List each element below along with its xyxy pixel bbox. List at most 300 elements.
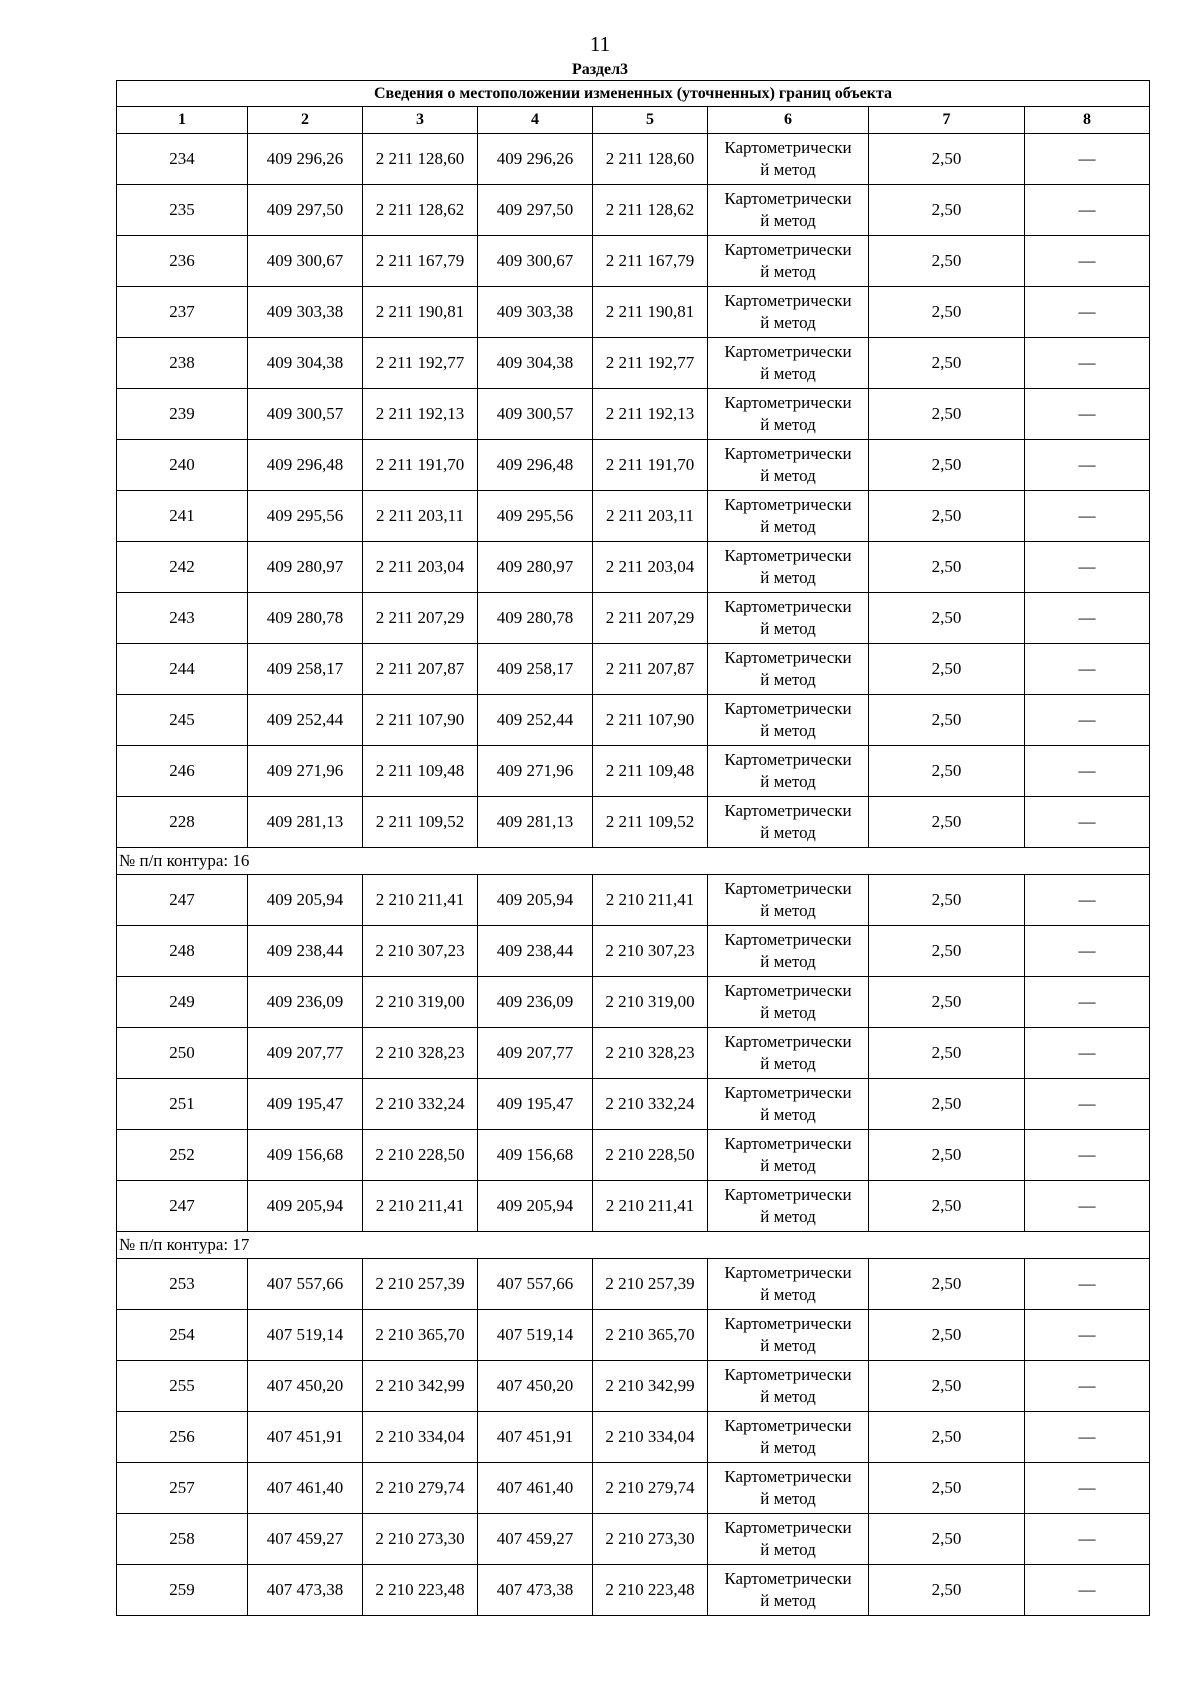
y-coordinate-new: 2 211 203,04 [593,542,708,593]
x-coordinate-new: 409 271,96 [478,746,593,797]
y-coordinate-new: 2 211 192,77 [593,338,708,389]
y-coordinate: 2 210 228,50 [363,1130,478,1181]
x-coordinate-new: 409 300,57 [478,389,593,440]
y-coordinate-new: 2 211 190,81 [593,287,708,338]
table-row [117,1259,1150,1310]
y-coordinate-new: 2 210 332,24 [593,1079,708,1130]
column-number: 8 [1025,107,1150,134]
method-text: й метод [760,415,816,434]
method-cell [708,1361,869,1412]
x-coordinate-new: 409 297,50 [478,185,593,236]
method-text: й метод [760,1156,816,1175]
point-number: 258 [117,1514,248,1565]
y-coordinate-new: 2 210 273,30 [593,1514,708,1565]
method-text: Картометрически [724,495,852,514]
x-coordinate-new: 407 459,27 [478,1514,593,1565]
point-number: 228 [117,797,248,848]
description: — [1025,1130,1150,1181]
y-coordinate-new: 2 211 107,90 [593,695,708,746]
y-coordinate: 2 211 109,52 [363,797,478,848]
accuracy: 2,50 [869,875,1025,926]
column-number: 4 [478,107,593,134]
y-coordinate-new: 2 211 128,60 [593,134,708,185]
point-number: 257 [117,1463,248,1514]
method-cell [708,491,869,542]
method-cell [708,1259,869,1310]
x-coordinate: 409 300,57 [248,389,363,440]
x-coordinate-new: 409 238,44 [478,926,593,977]
method-cell [708,977,869,1028]
x-coordinate-new: 407 473,38 [478,1565,593,1616]
description: — [1025,1181,1150,1232]
table-row [117,926,1150,977]
accuracy: 2,50 [869,797,1025,848]
method-cell [708,593,869,644]
x-coordinate-new: 409 156,68 [478,1130,593,1181]
table-row [117,185,1150,236]
x-coordinate-new: 409 280,97 [478,542,593,593]
point-number: 247 [117,875,248,926]
accuracy: 2,50 [869,134,1025,185]
description: — [1025,593,1150,644]
y-coordinate: 2 210 307,23 [363,926,478,977]
y-coordinate: 2 211 203,11 [363,491,478,542]
method-text: Картометрически [724,1314,852,1333]
accuracy: 2,50 [869,1028,1025,1079]
point-number: 237 [117,287,248,338]
column-number: 5 [593,107,708,134]
y-coordinate-new: 2 211 167,79 [593,236,708,287]
x-coordinate: 409 303,38 [248,287,363,338]
method-cell [708,926,869,977]
method-text: Картометрически [724,546,852,565]
y-coordinate-new: 2 210 365,70 [593,1310,708,1361]
method-text: Картометрически [724,1467,852,1486]
point-number: 259 [117,1565,248,1616]
y-coordinate: 2 210 328,23 [363,1028,478,1079]
method-text: й метод [760,1054,816,1073]
description: — [1025,875,1150,926]
description: — [1025,1463,1150,1514]
description: — [1025,695,1150,746]
method-text: Картометрически [724,342,852,361]
method-cell [708,1412,869,1463]
method-cell [708,389,869,440]
x-coordinate: 409 205,94 [248,875,363,926]
y-coordinate-new: 2 210 228,50 [593,1130,708,1181]
table-row [117,1028,1150,1079]
y-coordinate-new: 2 211 128,62 [593,185,708,236]
table-row [117,1463,1150,1514]
x-coordinate: 409 296,48 [248,440,363,491]
description: — [1025,236,1150,287]
method-text: Картометрически [724,879,852,898]
y-coordinate: 2 210 273,30 [363,1514,478,1565]
method-cell [708,1181,869,1232]
description: — [1025,1028,1150,1079]
method-text: Картометрически [724,291,852,310]
accuracy: 2,50 [869,287,1025,338]
point-number: 243 [117,593,248,644]
column-number: 7 [869,107,1025,134]
x-coordinate-new: 407 557,66 [478,1259,593,1310]
accuracy: 2,50 [869,926,1025,977]
accuracy: 2,50 [869,977,1025,1028]
table-row [117,1412,1150,1463]
table-row [117,491,1150,542]
y-coordinate: 2 211 190,81 [363,287,478,338]
x-coordinate-new: 409 295,56 [478,491,593,542]
description: — [1025,1310,1150,1361]
point-number: 245 [117,695,248,746]
description: — [1025,1079,1150,1130]
x-coordinate: 409 258,17 [248,644,363,695]
x-coordinate-new: 407 519,14 [478,1310,593,1361]
method-cell [708,338,869,389]
x-coordinate: 407 473,38 [248,1565,363,1616]
method-cell [708,185,869,236]
accuracy: 2,50 [869,389,1025,440]
y-coordinate: 2 211 167,79 [363,236,478,287]
method-text: й метод [760,1003,816,1022]
x-coordinate-new: 407 450,20 [478,1361,593,1412]
contour-label: № п/п контура: 17 [117,1232,1150,1259]
x-coordinate-new: 409 300,67 [478,236,593,287]
method-text: й метод [760,772,816,791]
description: — [1025,185,1150,236]
table-row [117,1310,1150,1361]
contour-label: № п/п контура: 16 [117,848,1150,875]
table-row [117,134,1150,185]
point-number: 250 [117,1028,248,1079]
method-cell [708,134,869,185]
method-text: й метод [760,211,816,230]
method-text: й метод [760,619,816,638]
method-text: й метод [760,1438,816,1457]
method-text: й метод [760,823,816,842]
method-cell [708,287,869,338]
point-number: 236 [117,236,248,287]
y-coordinate: 2 210 211,41 [363,1181,478,1232]
method-text: Картометрически [724,1365,852,1384]
method-text: Картометрически [724,981,852,1000]
method-cell [708,1028,869,1079]
method-text: Картометрически [724,138,852,157]
x-coordinate: 409 297,50 [248,185,363,236]
description: — [1025,746,1150,797]
method-text: Картометрически [724,597,852,616]
method-text: Картометрически [724,750,852,769]
x-coordinate: 407 459,27 [248,1514,363,1565]
method-text: й метод [760,1489,816,1508]
point-number: 241 [117,491,248,542]
x-coordinate-new: 409 280,78 [478,593,593,644]
method-text: Картометрически [724,1416,852,1435]
method-text: й метод [760,1105,816,1124]
table-row [117,287,1150,338]
table-row [117,236,1150,287]
method-text: й метод [760,901,816,920]
x-coordinate-new: 409 281,13 [478,797,593,848]
method-cell [708,797,869,848]
x-coordinate-new: 409 296,26 [478,134,593,185]
x-coordinate: 409 296,26 [248,134,363,185]
y-coordinate: 2 210 319,00 [363,977,478,1028]
method-cell [708,1565,869,1616]
description: — [1025,338,1150,389]
description: — [1025,1361,1150,1412]
contour-header-row [117,848,1150,875]
y-coordinate-new: 2 211 191,70 [593,440,708,491]
y-coordinate-new: 2 210 307,23 [593,926,708,977]
page-number: 11 [589,32,611,56]
column-number: 3 [363,107,478,134]
point-number: 240 [117,440,248,491]
method-text: й метод [760,1207,816,1226]
y-coordinate: 2 211 207,87 [363,644,478,695]
method-text: Картометрически [724,1569,852,1588]
x-coordinate: 407 461,40 [248,1463,363,1514]
method-text: й метод [760,466,816,485]
x-coordinate: 409 280,78 [248,593,363,644]
x-coordinate: 409 280,97 [248,542,363,593]
y-coordinate-new: 2 210 211,41 [593,875,708,926]
x-coordinate-new: 409 195,47 [478,1079,593,1130]
method-text: Картометрически [724,1518,852,1537]
y-coordinate: 2 211 191,70 [363,440,478,491]
method-text: Картометрически [724,801,852,820]
y-coordinate: 2 210 332,24 [363,1079,478,1130]
point-number: 249 [117,977,248,1028]
accuracy: 2,50 [869,695,1025,746]
x-coordinate: 407 450,20 [248,1361,363,1412]
x-coordinate: 409 156,68 [248,1130,363,1181]
method-text: й метод [760,721,816,740]
description: — [1025,644,1150,695]
method-cell [708,875,869,926]
table-body [117,81,1150,1616]
y-coordinate-new: 2 210 211,41 [593,1181,708,1232]
table-row [117,644,1150,695]
method-text: Картометрически [724,1185,852,1204]
method-text: Картометрически [724,189,852,208]
method-text: Картометрически [724,240,852,259]
method-cell [708,440,869,491]
table-row [117,1181,1150,1232]
method-text: й метод [760,1591,816,1610]
description: — [1025,1565,1150,1616]
method-cell [708,1079,869,1130]
y-coordinate: 2 210 257,39 [363,1259,478,1310]
accuracy: 2,50 [869,1130,1025,1181]
method-cell [708,1514,869,1565]
method-text: й метод [760,262,816,281]
x-coordinate: 409 195,47 [248,1079,363,1130]
y-coordinate: 2 210 223,48 [363,1565,478,1616]
point-number: 235 [117,185,248,236]
description: — [1025,440,1150,491]
y-coordinate-new: 2 210 334,04 [593,1412,708,1463]
y-coordinate: 2 211 128,62 [363,185,478,236]
accuracy: 2,50 [869,1079,1025,1130]
method-text: й метод [760,313,816,332]
table-row [117,1361,1150,1412]
accuracy: 2,50 [869,542,1025,593]
method-cell [708,644,869,695]
method-cell [708,1310,869,1361]
y-coordinate: 2 211 128,60 [363,134,478,185]
method-text: й метод [760,952,816,971]
method-text: й метод [760,160,816,179]
y-coordinate: 2 211 203,04 [363,542,478,593]
method-cell [708,1130,869,1181]
x-coordinate-new: 407 451,91 [478,1412,593,1463]
table-row [117,797,1150,848]
point-number: 246 [117,746,248,797]
accuracy: 2,50 [869,593,1025,644]
column-number: 1 [117,107,248,134]
point-number: 242 [117,542,248,593]
description: — [1025,926,1150,977]
x-coordinate: 409 295,56 [248,491,363,542]
x-coordinate-new: 409 252,44 [478,695,593,746]
accuracy: 2,50 [869,1565,1025,1616]
point-number: 247 [117,1181,248,1232]
table-caption-row [117,81,1150,107]
y-coordinate-new: 2 210 319,00 [593,977,708,1028]
method-text: Картометрически [724,393,852,412]
y-coordinate-new: 2 211 109,48 [593,746,708,797]
description: — [1025,1514,1150,1565]
column-number: 2 [248,107,363,134]
point-number: 253 [117,1259,248,1310]
x-coordinate: 407 519,14 [248,1310,363,1361]
table-caption: Сведения о местоположении измененных (уточненных) границ объекта [117,81,1150,107]
y-coordinate: 2 211 207,29 [363,593,478,644]
table-row [117,695,1150,746]
x-coordinate: 409 238,44 [248,926,363,977]
description: — [1025,134,1150,185]
point-number: 256 [117,1412,248,1463]
y-coordinate: 2 211 109,48 [363,746,478,797]
table-row [117,1514,1150,1565]
description: — [1025,542,1150,593]
y-coordinate-new: 2 211 109,52 [593,797,708,848]
point-number: 255 [117,1361,248,1412]
accuracy: 2,50 [869,1310,1025,1361]
y-coordinate: 2 210 365,70 [363,1310,478,1361]
method-text: Картометрически [724,444,852,463]
method-text: й метод [760,1336,816,1355]
x-coordinate: 409 281,13 [248,797,363,848]
table-row [117,1565,1150,1616]
y-coordinate: 2 211 192,13 [363,389,478,440]
coordinates-table [116,80,1150,1616]
method-text: Картометрически [724,930,852,949]
point-number: 254 [117,1310,248,1361]
method-cell [708,746,869,797]
method-text: Картометрически [724,1134,852,1153]
description: — [1025,389,1150,440]
method-text: й метод [760,1387,816,1406]
x-coordinate-new: 409 303,38 [478,287,593,338]
accuracy: 2,50 [869,1514,1025,1565]
method-text: й метод [760,364,816,383]
description: — [1025,977,1150,1028]
table-row [117,389,1150,440]
y-coordinate-new: 2 210 279,74 [593,1463,708,1514]
method-text: Картометрически [724,1083,852,1102]
x-coordinate: 409 271,96 [248,746,363,797]
table-row [117,875,1150,926]
x-coordinate: 409 304,38 [248,338,363,389]
accuracy: 2,50 [869,185,1025,236]
accuracy: 2,50 [869,1463,1025,1514]
x-coordinate: 409 300,67 [248,236,363,287]
y-coordinate: 2 210 334,04 [363,1412,478,1463]
y-coordinate: 2 210 342,99 [363,1361,478,1412]
x-coordinate: 409 207,77 [248,1028,363,1079]
method-text: й метод [760,1285,816,1304]
contour-header-row [117,1232,1150,1259]
method-cell [708,542,869,593]
x-coordinate: 409 252,44 [248,695,363,746]
point-number: 238 [117,338,248,389]
point-number: 252 [117,1130,248,1181]
column-number: 6 [708,107,869,134]
y-coordinate-new: 2 210 342,99 [593,1361,708,1412]
accuracy: 2,50 [869,1412,1025,1463]
table-row [117,1130,1150,1181]
method-text: Картометрически [724,648,852,667]
point-number: 248 [117,926,248,977]
method-text: Картометрически [724,1032,852,1051]
y-coordinate: 2 211 107,90 [363,695,478,746]
table-row [117,746,1150,797]
method-text: Картометрически [724,699,852,718]
method-text: й метод [760,517,816,536]
method-cell [708,1463,869,1514]
x-coordinate-new: 409 296,48 [478,440,593,491]
x-coordinate: 409 236,09 [248,977,363,1028]
x-coordinate-new: 409 205,94 [478,1181,593,1232]
x-coordinate: 409 205,94 [248,1181,363,1232]
accuracy: 2,50 [869,236,1025,287]
column-number-row [117,107,1150,134]
method-cell [708,695,869,746]
description: — [1025,797,1150,848]
method-text: й метод [760,568,816,587]
x-coordinate-new: 409 258,17 [478,644,593,695]
y-coordinate: 2 211 192,77 [363,338,478,389]
description: — [1025,287,1150,338]
table-row [117,1079,1150,1130]
description: — [1025,1259,1150,1310]
table-row [117,977,1150,1028]
accuracy: 2,50 [869,1259,1025,1310]
method-cell [708,236,869,287]
section-title: Раздел3 [571,61,629,78]
y-coordinate-new: 2 211 203,11 [593,491,708,542]
x-coordinate: 407 451,91 [248,1412,363,1463]
description: — [1025,491,1150,542]
x-coordinate-new: 409 207,77 [478,1028,593,1079]
y-coordinate: 2 210 279,74 [363,1463,478,1514]
method-text: й метод [760,670,816,689]
table-row [117,542,1150,593]
table-row [117,593,1150,644]
y-coordinate-new: 2 210 223,48 [593,1565,708,1616]
